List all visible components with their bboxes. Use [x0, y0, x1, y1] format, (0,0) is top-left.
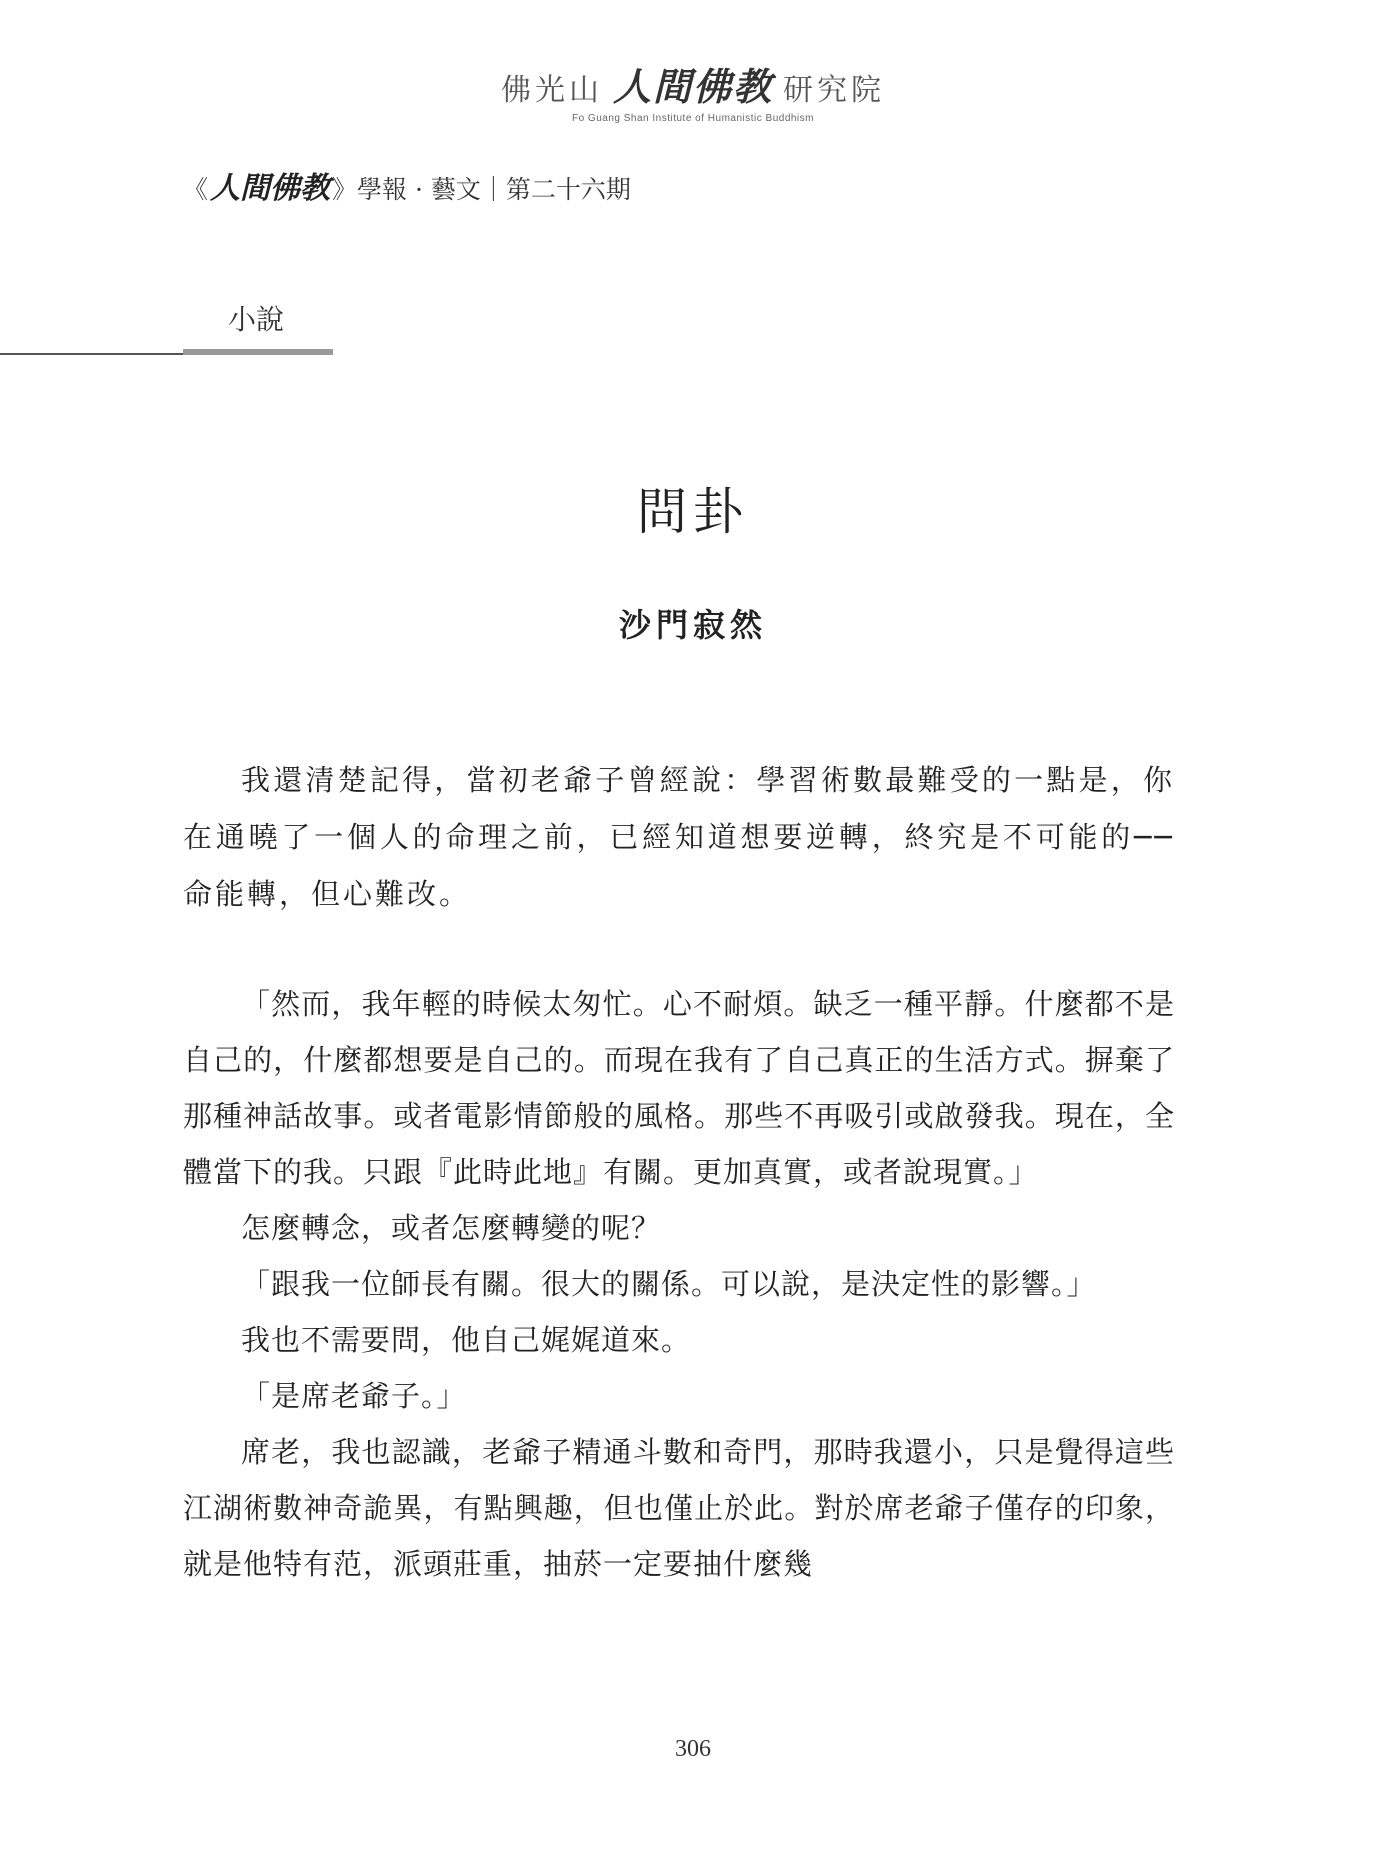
journal-name: 人間佛教	[210, 171, 331, 206]
main-text	[183, 976, 1175, 1592]
paragraph: 我也不需要問，他自己娓娓道來。	[241, 1323, 692, 1357]
paragraph: 「然而，我年輕的時候太匆忙。心不耐煩。缺乏一種平靜。什麼都不是自己的，什麼都想要是自己的。而現在我有了自己真正的生活方式。摒棄了那種神話故事。或者電影情節般的風格。那些不再吸引或啟發我。現在，全體當下的我。只跟『此時此地』有關。更加真實，或者說現實。」	[183, 987, 1175, 1189]
paragraph: 怎麼轉念，或者怎麼轉變的呢？	[241, 1211, 662, 1245]
paragraph: 我還清楚記得，當初老爺子曾經說：學習術數最難受的一點是，你在通曉了一個人的命理之前，已經知道想要逆轉，終究是不可能的──命能轉，但心難改。	[183, 763, 1175, 911]
running-head	[183, 163, 631, 207]
paragraph: 「是席老爺子。」	[241, 1379, 467, 1413]
article-title: 問卦	[637, 483, 749, 541]
paragraph: 席老，我也認識，老爺子精通斗數和奇門，那時我還小，只是覺得這些江湖術數神奇詭異，有點興趣，但也僅止於此。對於席老爺子僅存的印象，就是他特有范，派頭莊重，抽菸一定要抽什麼幾	[183, 1435, 1175, 1581]
running-head-issue: 》學報 · 藝文｜第二十六期	[332, 175, 631, 204]
section-rule-accent	[183, 349, 333, 355]
running-head-open-bracket: 《	[183, 175, 209, 204]
opening-text	[183, 752, 1175, 923]
institute-prefix: 佛光山	[500, 73, 603, 108]
institute-brand-logo: 人間佛教	[612, 64, 773, 109]
institute-suffix: 研究院	[783, 73, 885, 108]
institute-english-name: Fo Guang Shan Institute of Humanistic Buddhism	[571, 113, 814, 124]
institute-header	[0, 56, 1386, 124]
section-label: 小說	[228, 303, 285, 336]
article-author: 沙門寂然	[618, 606, 767, 644]
page-number: 306	[675, 1736, 711, 1762]
paragraph: 「跟我一位師長有關。很大的關係。可以說，是決定性的影響。」	[241, 1267, 1097, 1301]
institute-name	[501, 56, 885, 111]
